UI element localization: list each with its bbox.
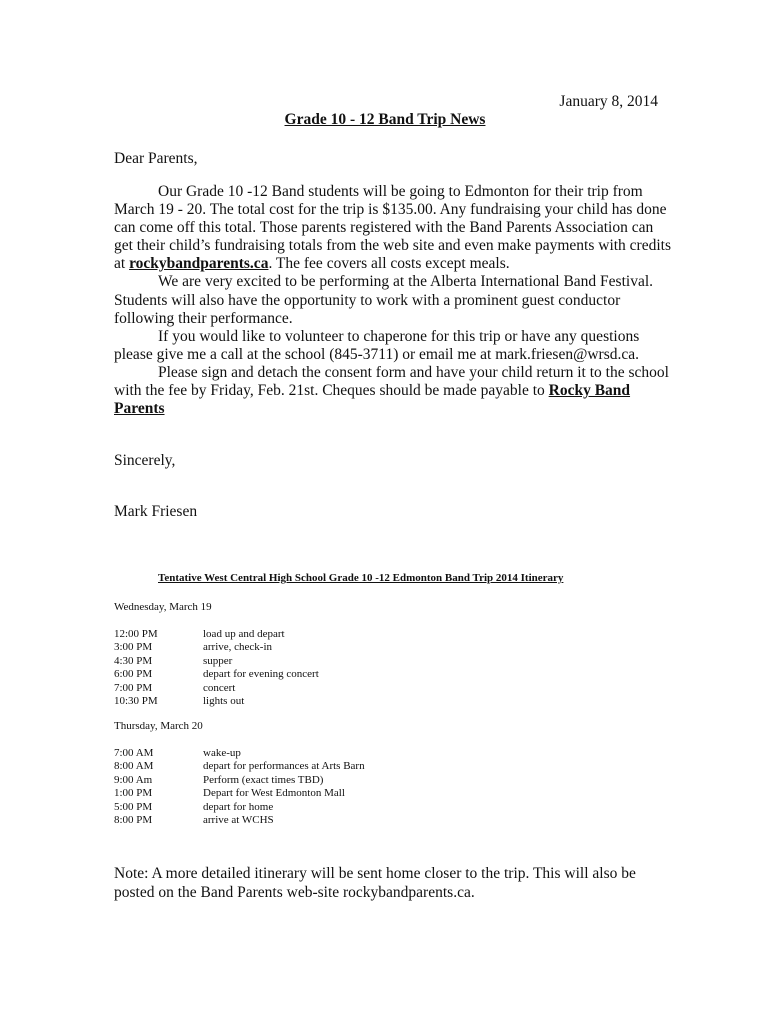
letter-date: January 8, 2014 bbox=[559, 93, 658, 110]
letter-body bbox=[114, 183, 671, 418]
body-line: We are very excited to be performing at the Alberta International Band Festival. bbox=[158, 273, 654, 291]
event-time: 8:00 PM bbox=[114, 814, 153, 827]
body-text-fragment: . The fee covers all costs except meals. bbox=[268, 255, 510, 273]
schedule-list bbox=[114, 628, 319, 708]
event-activity: supper bbox=[203, 654, 233, 667]
note-line: Note: A more detailed itinerary will be sent home closer to the trip. This will also be bbox=[114, 865, 636, 882]
event-activity: depart for home bbox=[203, 800, 274, 813]
schedule-row bbox=[114, 787, 365, 800]
event-activity: Perform (exact times TBD) bbox=[203, 773, 324, 786]
event-time: 1:00 PM bbox=[114, 787, 153, 800]
day-label: Wednesday, March 19 bbox=[114, 601, 212, 613]
schedule-row bbox=[114, 682, 319, 695]
schedule-row bbox=[114, 668, 319, 681]
body-line: get their child’s fundraising totals from the web site and even make payments with credits bbox=[114, 237, 671, 255]
schedule-row bbox=[114, 801, 365, 814]
schedule-row bbox=[114, 747, 365, 760]
body-line bbox=[114, 255, 664, 273]
schedule-list bbox=[114, 747, 365, 827]
body-line bbox=[114, 382, 664, 400]
schedule-row bbox=[114, 760, 365, 773]
schedule-row bbox=[114, 814, 365, 827]
body-line: can come off this total. Those parents registered with the Band Parents Association can bbox=[114, 219, 654, 237]
event-activity: depart for performances at Arts Barn bbox=[203, 760, 365, 773]
body-line: Please sign and detach the consent form and have your child return it to the school bbox=[158, 363, 669, 381]
body-line: Students will also have the opportunity to work with a prominent guest conductor bbox=[114, 291, 621, 309]
itinerary-title: Tentative West Central High School Grade 10 -12 Edmonton Band Trip 2014 Itinerary bbox=[158, 572, 564, 584]
event-time: 6:00 PM bbox=[114, 668, 153, 681]
body-text-fragment: at bbox=[114, 255, 130, 273]
event-time: 12:00 PM bbox=[114, 628, 158, 640]
body-line: please give me a call at the school (845-3711) or email me at mark.friesen@wrsd.ca. bbox=[114, 345, 640, 363]
event-activity: Depart for West Edmonton Mall bbox=[203, 787, 345, 800]
schedule-row bbox=[114, 655, 319, 668]
event-time: 10:30 PM bbox=[114, 695, 158, 708]
event-time: 7:00 AM bbox=[114, 747, 154, 759]
event-activity: load up and depart bbox=[203, 628, 285, 640]
schedule-row bbox=[114, 641, 319, 654]
body-line: Our Grade 10 -12 Band students will be going to Edmonton for their trip from bbox=[158, 183, 643, 200]
closing-note bbox=[114, 864, 636, 902]
salutation: Dear Parents, bbox=[114, 150, 198, 167]
event-activity: depart for evening concert bbox=[203, 668, 319, 681]
body-line: If you would like to volunteer to chaperone for this trip or have any questions bbox=[158, 327, 640, 345]
body-text-fragment: with the fee by Friday, Feb. 21st. Cheques should be made payable to bbox=[114, 382, 549, 400]
event-activity: arrive, check-in bbox=[203, 641, 273, 654]
letter-title: Grade 10 - 12 Band Trip News bbox=[284, 111, 486, 128]
event-time: 7:00 PM bbox=[114, 681, 153, 694]
body-line: following their performance. bbox=[114, 309, 293, 327]
event-activity: lights out bbox=[203, 695, 245, 708]
schedule-row bbox=[114, 628, 319, 641]
day-label: Thursday, March 20 bbox=[114, 720, 203, 732]
signature-name: Mark Friesen bbox=[114, 503, 198, 520]
event-time: 5:00 PM bbox=[114, 800, 153, 813]
event-activity: concert bbox=[203, 681, 236, 694]
event-activity: arrive at WCHS bbox=[203, 814, 274, 827]
body-line: March 19 - 20. The total cost for the trip is $135.00. Any fundraising your child has done bbox=[114, 201, 667, 219]
payee-name: Rocky Band bbox=[548, 382, 631, 400]
event-time: 9:00 Am bbox=[114, 773, 153, 786]
event-time: 8:00 AM bbox=[114, 760, 154, 773]
event-time: 4:30 PM bbox=[114, 654, 153, 667]
schedule-row bbox=[114, 774, 365, 787]
event-activity: wake-up bbox=[203, 747, 241, 759]
closing: Sincerely, bbox=[114, 452, 176, 469]
schedule-row bbox=[114, 695, 319, 708]
website-link[interactable]: rockybandparents.ca bbox=[129, 255, 269, 273]
event-time: 3:00 PM bbox=[114, 641, 153, 654]
payee-name: Parents bbox=[114, 400, 165, 418]
body-line bbox=[114, 400, 664, 418]
note-line: posted on the Band Parents web-site rockybandparents.ca. bbox=[114, 884, 475, 901]
